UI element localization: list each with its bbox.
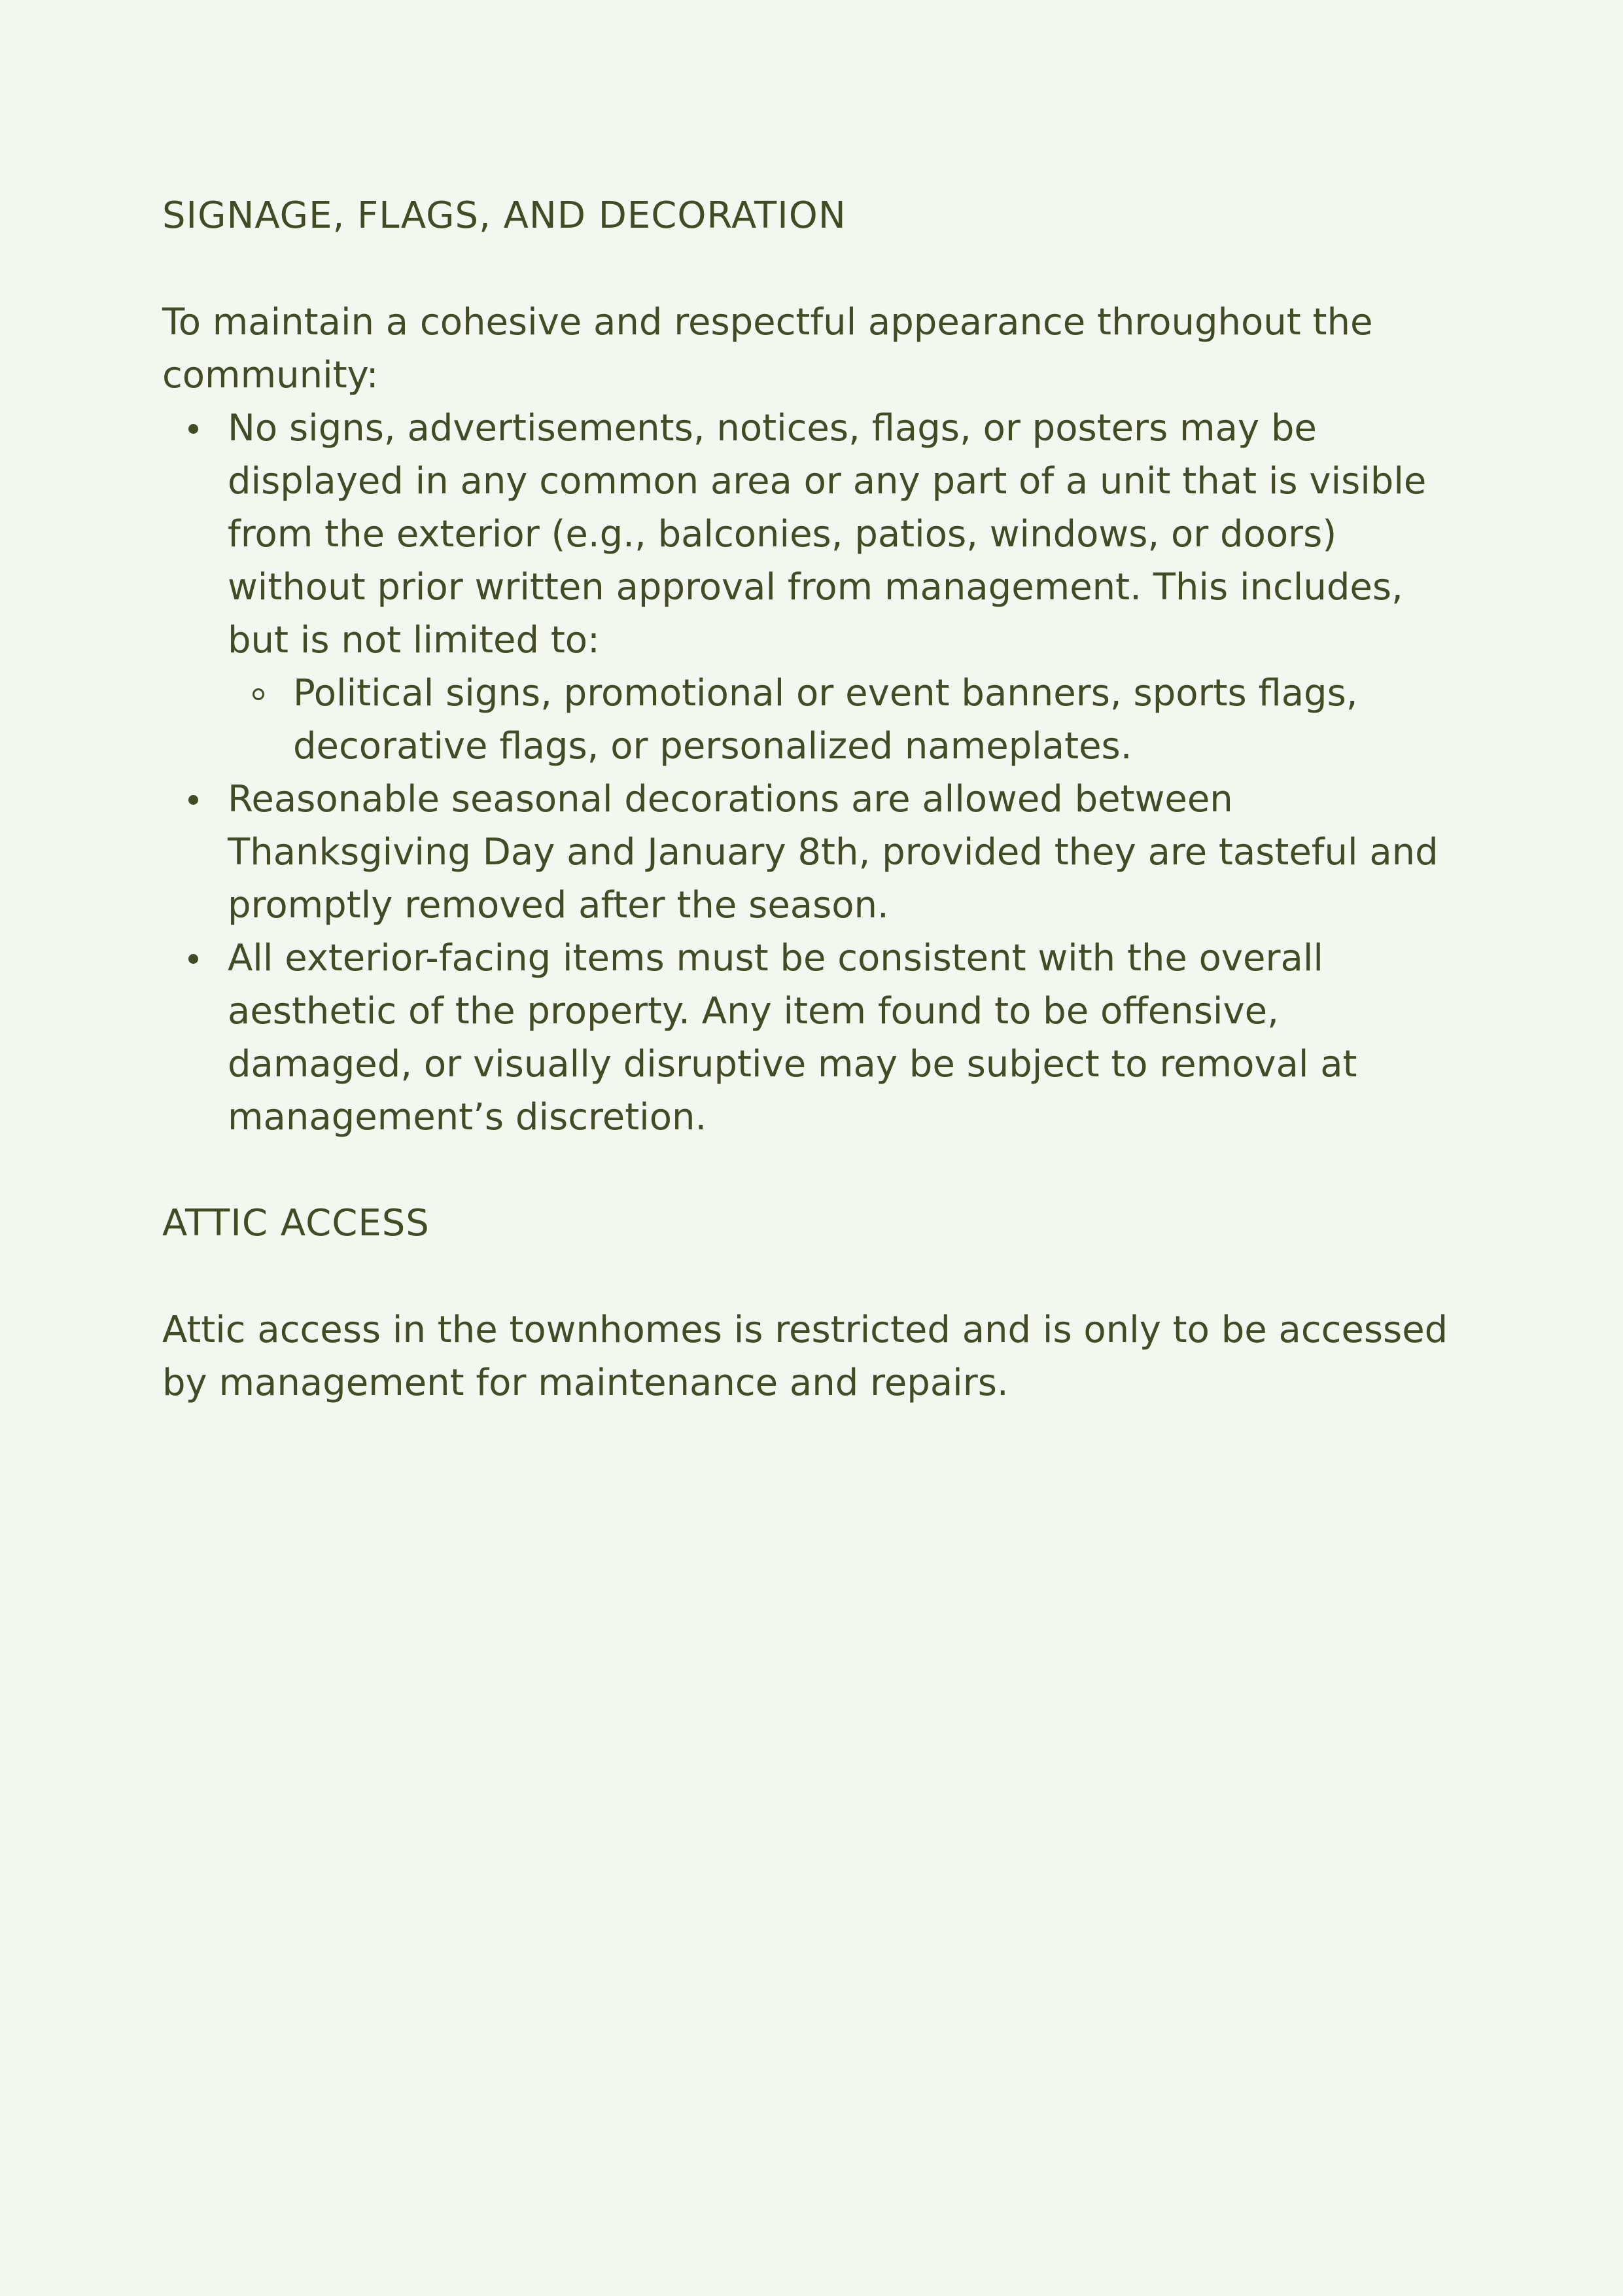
- sub-bullet-icon: [253, 688, 264, 700]
- bullet-icon: [188, 954, 198, 964]
- list-item: [162, 773, 1471, 932]
- list-item-text: No signs, advertisements, notices, flags, or posters may be displayed in any common area or any part of a unit that is visible from the exterior (e.g., balconies, patios, windows, or doors) without prior written approval from management. This includes, but is not limited to:: [228, 407, 1427, 662]
- section-heading-attic: ATTIC ACCESS: [162, 1202, 430, 1245]
- bullet-icon: [188, 424, 198, 434]
- list-item-text: Political signs, promotional or event banners, sports flags, decorative flags, or personalized nameplates.: [293, 672, 1358, 768]
- signage-examples-list: [228, 667, 1471, 773]
- document-page: [162, 190, 1471, 1409]
- list-item: [162, 932, 1471, 1144]
- list-item: [228, 667, 1471, 773]
- signage-rules-list: [162, 402, 1471, 1144]
- attic-body: Attic access in the townhomes is restricted and is only to be accessed by management for maintenance and repairs.: [162, 1309, 1448, 1404]
- section-heading-signage: SIGNAGE, FLAGS, AND DECORATION: [162, 194, 846, 237]
- list-item: [162, 402, 1471, 773]
- list-item-text: Reasonable seasonal decorations are allowed between Thanksgiving Day and January 8th, provided they are tasteful and promptly removed after the season.: [228, 778, 1439, 927]
- signage-intro: To maintain a cohesive and respectful appearance throughout the community:: [162, 301, 1373, 397]
- bullet-icon: [188, 795, 198, 805]
- list-item-text: All exterior-facing items must be consistent with the overall aesthetic of the property. Any item found to be offensive, damaged, or visually disruptive may be subject to removal at management’s discretion.: [228, 937, 1357, 1139]
